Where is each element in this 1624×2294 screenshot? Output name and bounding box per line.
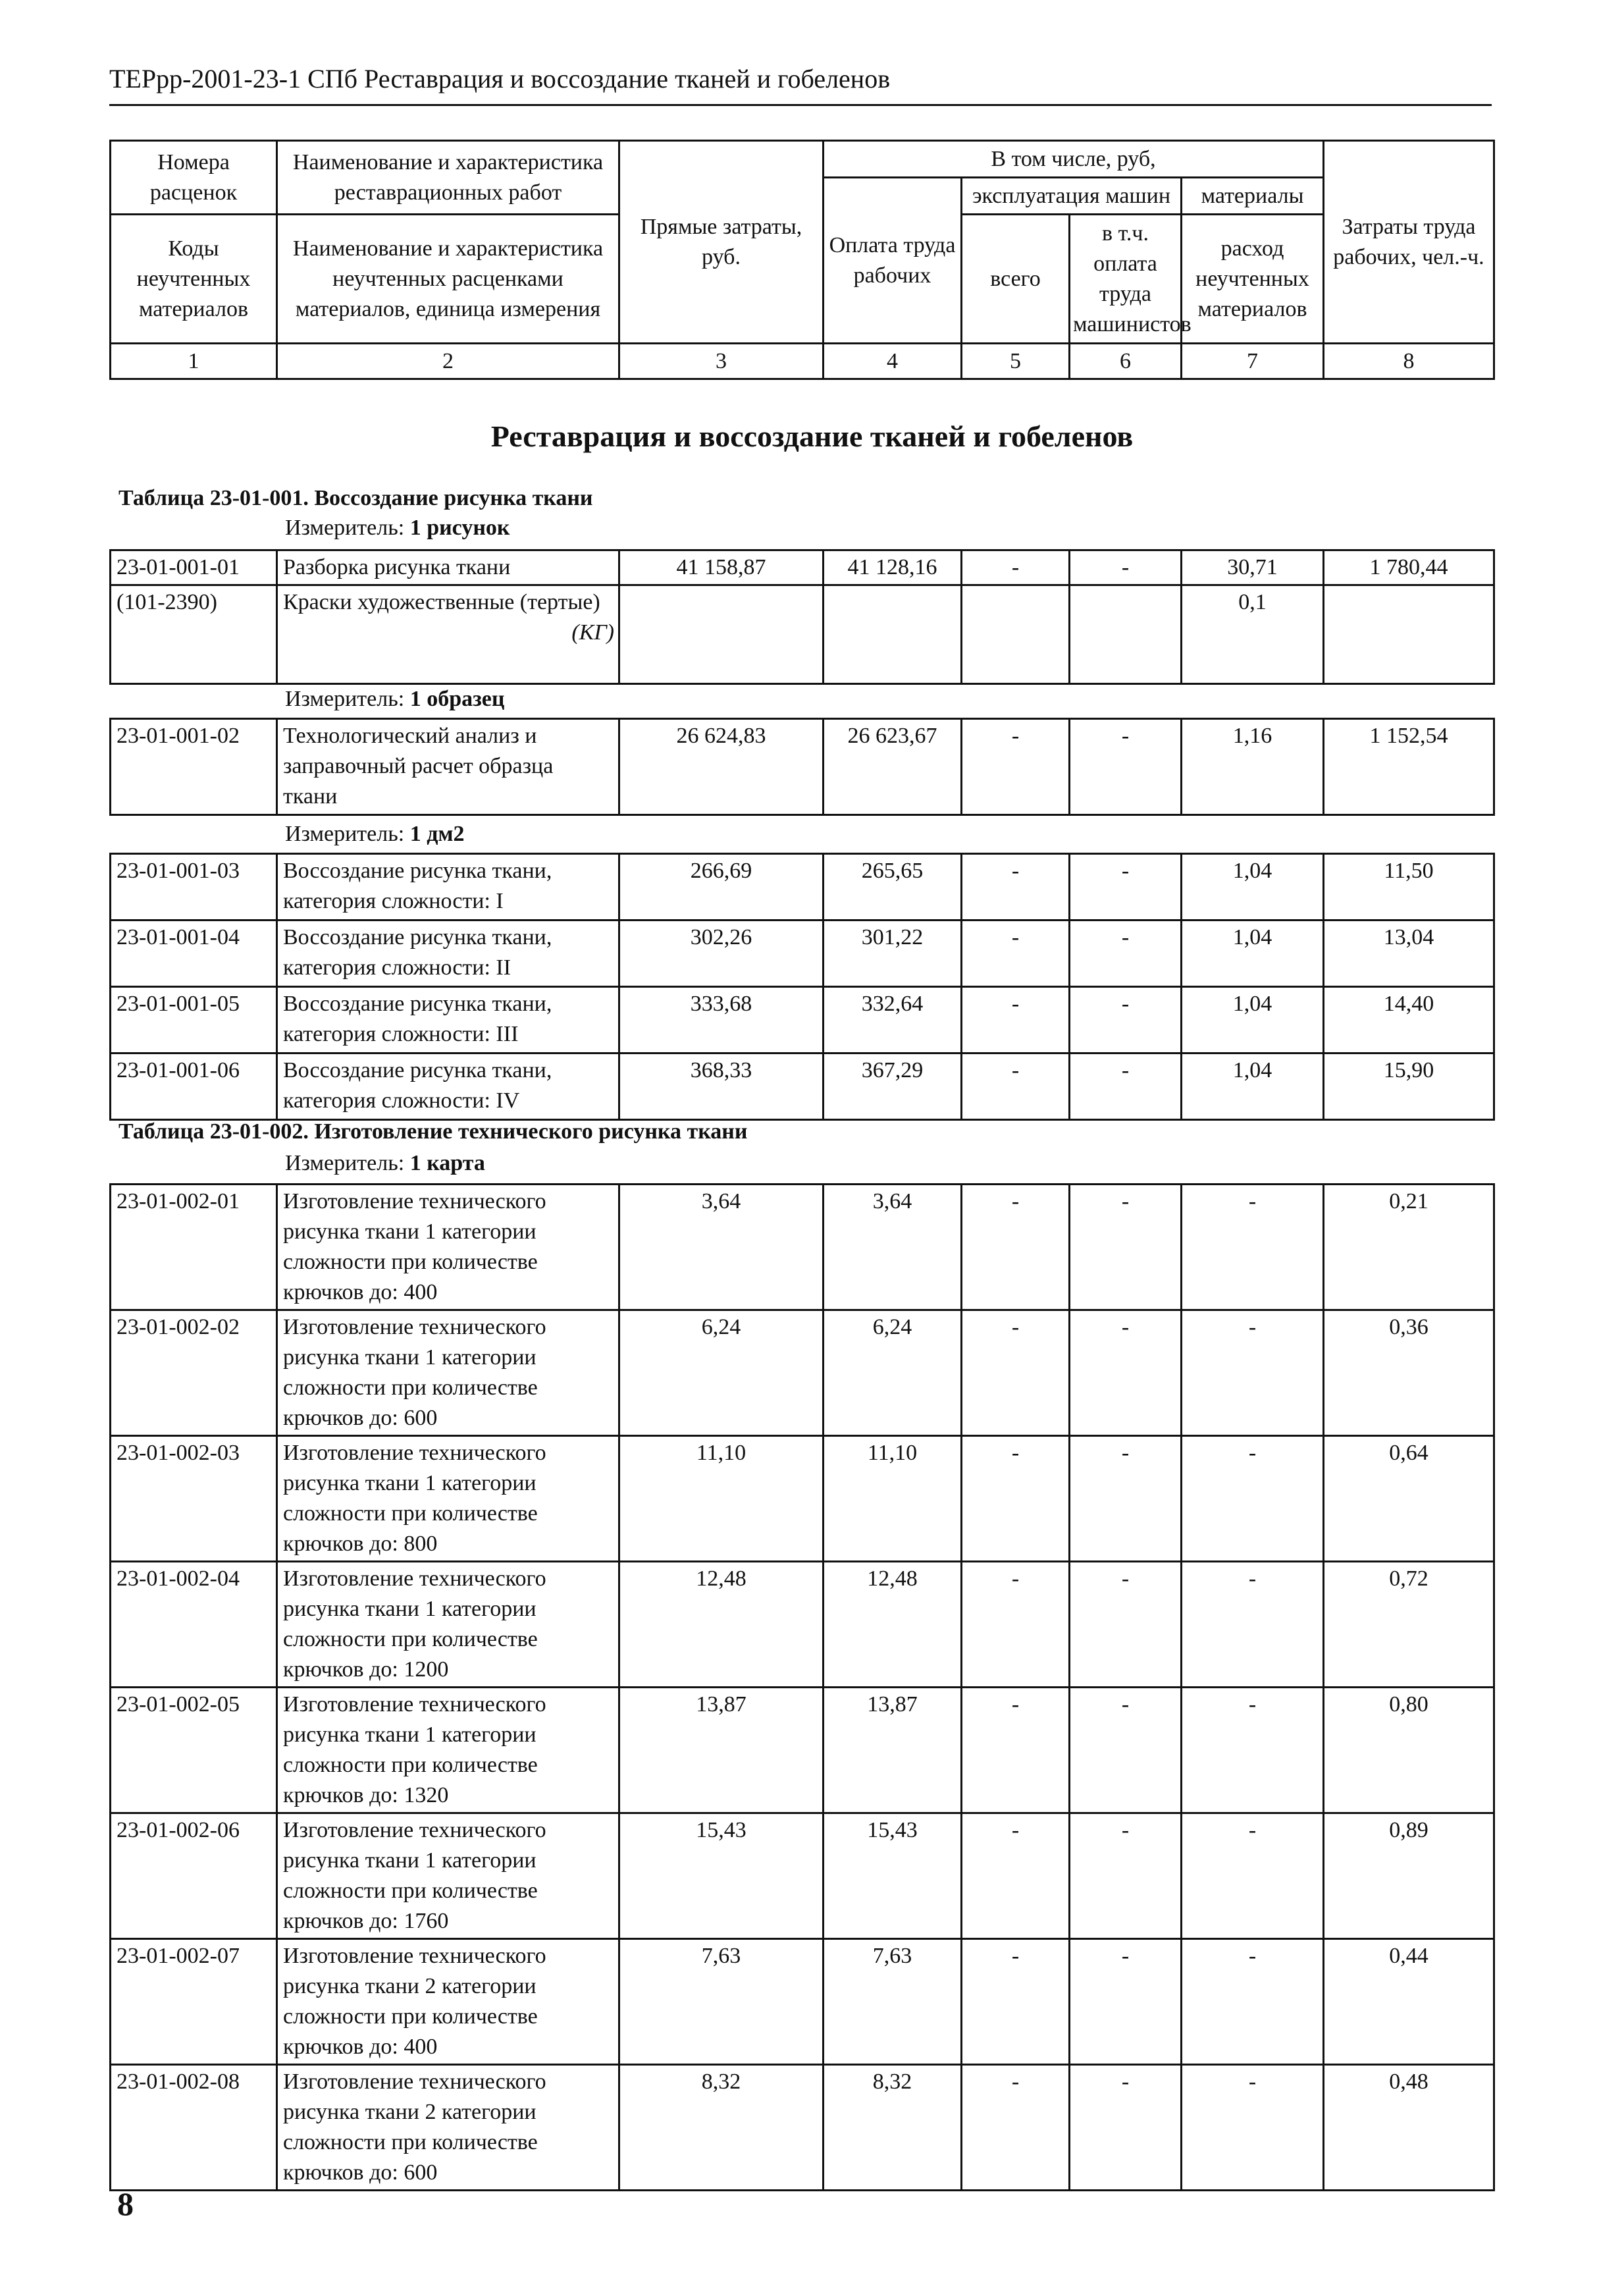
column-number: 2 [277,344,619,379]
table-row: 23-01-002-04 Изготовление технического рисунка ткани 1 категории сложности при количестве крючков до: 1200 12,48 12,48 - - - 0,72 [111,1562,1494,1688]
table-row: 23-01-002-01 Изготовление технического рисунка ткани 1 категории сложности при количестве крючков до: 400 3,64 3,64 - - - 0,21 [111,1185,1494,1310]
rate-table [109,718,1495,816]
column-header-table [109,140,1495,380]
column-number: 3 [619,344,824,379]
column-numbers-row [111,344,1494,379]
measure-line: Измеритель: 1 дм2 [285,822,465,846]
material-unit: (КГ) [571,620,614,645]
header-c6: в т.ч. оплата труда машинистов [1070,215,1182,344]
material-amount: 0,1 [1182,585,1324,684]
column-number: 4 [824,344,962,379]
header-c1-top: Номера расценок [111,141,277,215]
material-row: (101-2390) Краски художественные (тертые) (КГ) 0,1 [111,585,1494,684]
rate-table [109,549,1495,685]
header-c8: Затраты труда рабочих, чел.-ч. [1324,141,1494,344]
rate-table [109,853,1495,1121]
table-row: 23-01-001-01 Разборка рисунка ткани 41 158,87 41 128,16 - - 30,71 1 780,44 [111,550,1494,585]
header-c4: Оплата труда рабочих [824,178,962,344]
table-row: 23-01-002-05 Изготовление технического рисунка ткани 1 категории сложности при количестве крючков до: 1320 13,87 13,87 - - - 0,80 [111,1688,1494,1813]
header-materials: материалы [1182,178,1324,215]
page-number: 8 [117,2185,134,2222]
header-incl: В том числе, руб, [824,141,1324,178]
header-rule [109,104,1492,106]
table-row: 23-01-002-03 Изготовление технического рисунка ткани 1 категории сложности при количестве крючков до: 800 11,10 11,10 - - - 0,64 [111,1436,1494,1562]
column-number: 7 [1182,344,1324,379]
table-row: 23-01-002-08 Изготовление технического рисунка ткани 2 категории сложности при количестве крючков до: 600 8,32 8,32 - - - 0,48 [111,2065,1494,2191]
table-row: 23-01-002-07 Изготовление технического рисунка ткани 2 категории сложности при количестве крючков до: 400 7,63 7,63 - - - 0,44 [111,1939,1494,2065]
header-c3: Прямые затраты, руб. [619,141,824,344]
table-row: 23-01-001-06 Воссоздание рисунка ткани, категория сложности: IV 368,33 367,29 - - 1,04 15,90 [111,1054,1494,1120]
table-caption: Таблица 23-01-002. Изготовление технического рисунка ткани [118,1119,748,1144]
header-c5: всего [962,215,1070,344]
page-header: ТЕРрр-2001-23-1 СПб Реставрация и воссоздание тканей и гобеленов [109,64,891,93]
header-c1-bottom: Коды неучтенных материалов [111,215,277,344]
table-row: 23-01-001-04 Воссоздание рисунка ткани, категория сложности: II 302,26 301,22 - - 1,04 13,04 [111,920,1494,987]
table-row: 23-01-001-05 Воссоздание рисунка ткани, категория сложности: III 333,68 332,64 - - 1,04 14,40 [111,987,1494,1054]
column-number: 6 [1070,344,1182,379]
table-row: 23-01-001-02 Технологический анализ и заправочный расчет образца ткани 26 624,83 26 623,67 - - 1,16 1 152,54 [111,719,1494,815]
section-title: Реставрация и воссоздание тканей и гобеленов [490,419,1134,453]
column-number: 1 [111,344,277,379]
column-number: 8 [1324,344,1494,379]
rate-table [109,1183,1495,2191]
measure-line: Измеритель: 1 рисунок [285,516,510,540]
table-row: 23-01-002-02 Изготовление технического рисунка ткани 1 категории сложности при количестве крючков до: 600 6,24 6,24 - - - 0,36 [111,1310,1494,1436]
column-number: 5 [962,344,1070,379]
table-row: 23-01-002-06 Изготовление технического рисунка ткани 1 категории сложности при количестве крючков до: 1760 15,43 15,43 - - - 0,89 [111,1813,1494,1939]
measure-line: Измеритель: 1 образец [285,687,505,711]
material-name: Краски художественные (тертые) [283,590,600,614]
header-c7: расход неучтенных материалов [1182,215,1324,344]
table-row: 23-01-001-03 Воссоздание рисунка ткани, категория сложности: I 266,69 265,65 - - 1,04 11,50 [111,854,1494,920]
measure-line: Измеритель: 1 карта [285,1151,485,1175]
table-caption: Таблица 23-01-001. Воссоздание рисунка ткани [118,486,593,510]
header-c2-bottom: Наименование и характеристика неучтенных расценками материалов, единица измерения [277,215,619,344]
header-c2-top: Наименование и характеристика реставрационных работ [277,141,619,215]
header-machines: эксплуатация машин [962,178,1182,215]
